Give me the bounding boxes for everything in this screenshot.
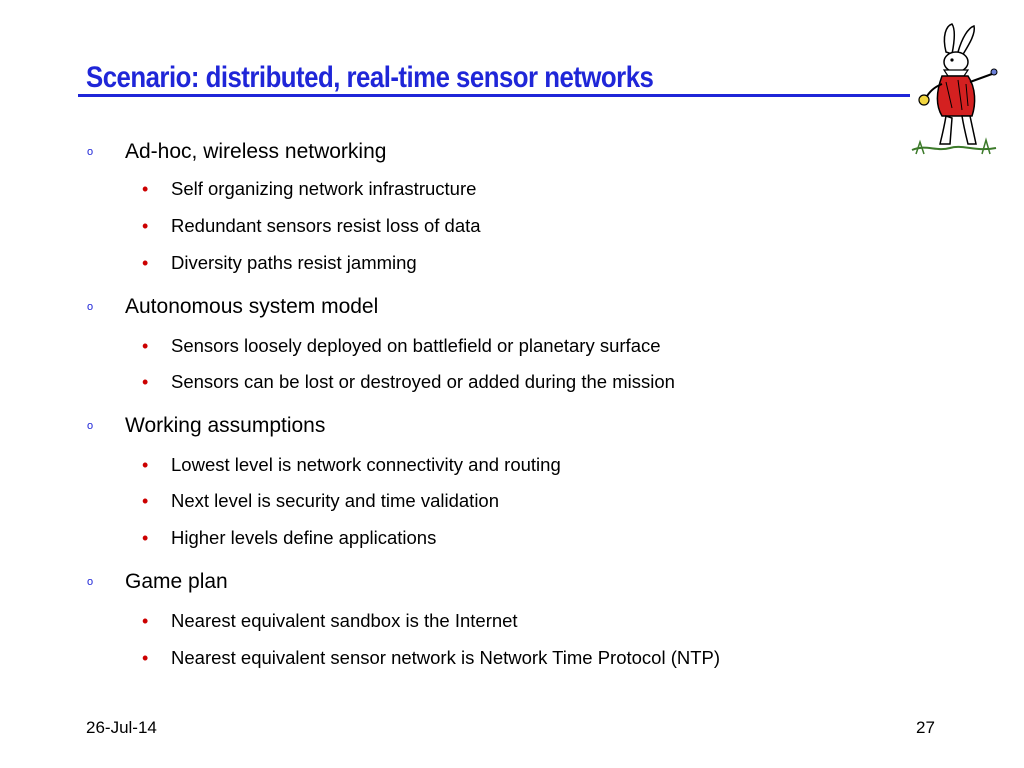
list-item-text: Lowest level is network connectivity and routing [171, 454, 561, 475]
list-item [142, 370, 675, 394]
level1-bullet: o [87, 301, 94, 313]
list-item-text: Nearest equivalent sandbox is the Internet [171, 610, 518, 631]
level2-bullet: • [142, 611, 149, 631]
slide-title: Scenario: distributed, real-time sensor networks [86, 61, 654, 94]
footer-date: 26-Jul-14 [86, 718, 157, 737]
list-item-text: Diversity paths resist jamming [171, 252, 417, 273]
section-heading-text: Game plan [125, 570, 228, 593]
section-heading [87, 413, 326, 439]
list-item [142, 489, 500, 513]
list-item-text: Nearest equivalent sensor network is Network Time Protocol (NTP) [171, 647, 721, 668]
level2-bullet: • [142, 528, 149, 548]
section-heading-text: Ad-hoc, wireless networking [125, 140, 387, 163]
list-item-text: Higher levels define applications [171, 527, 437, 548]
level2-bullet: • [142, 491, 149, 511]
section-heading-text: Autonomous system model [125, 295, 379, 318]
list-item-text: Sensors loosely deployed on battlefield or planetary surface [171, 335, 661, 356]
page-number: 27 [916, 718, 935, 737]
list-item-text: Redundant sensors resist loss of data [171, 215, 481, 236]
section-heading-text: Working assumptions [125, 414, 326, 437]
section-heading [87, 139, 387, 165]
level2-bullet: • [142, 455, 149, 475]
level1-bullet: o [87, 420, 94, 432]
list-item [142, 609, 518, 633]
list-item-text: Sensors can be lost or destroyed or added during the mission [171, 371, 675, 392]
level2-bullet: • [142, 372, 149, 392]
level2-bullet: • [142, 179, 149, 199]
list-item [142, 251, 417, 275]
list-item [142, 453, 561, 477]
level2-bullet: • [142, 336, 149, 356]
level2-bullet: • [142, 648, 149, 668]
list-item [142, 177, 477, 201]
list-item [142, 214, 481, 238]
list-item-text: Self organizing network infrastructure [171, 178, 477, 199]
list-item [142, 646, 721, 670]
level1-bullet: o [87, 146, 94, 158]
list-item-text: Next level is security and time validation [171, 490, 500, 511]
list-item [142, 334, 661, 358]
level2-bullet: • [142, 216, 149, 236]
section-heading [87, 294, 379, 320]
section-heading [87, 569, 228, 595]
level1-bullet: o [87, 576, 94, 588]
list-item [142, 526, 437, 550]
level2-bullet: • [142, 253, 149, 273]
